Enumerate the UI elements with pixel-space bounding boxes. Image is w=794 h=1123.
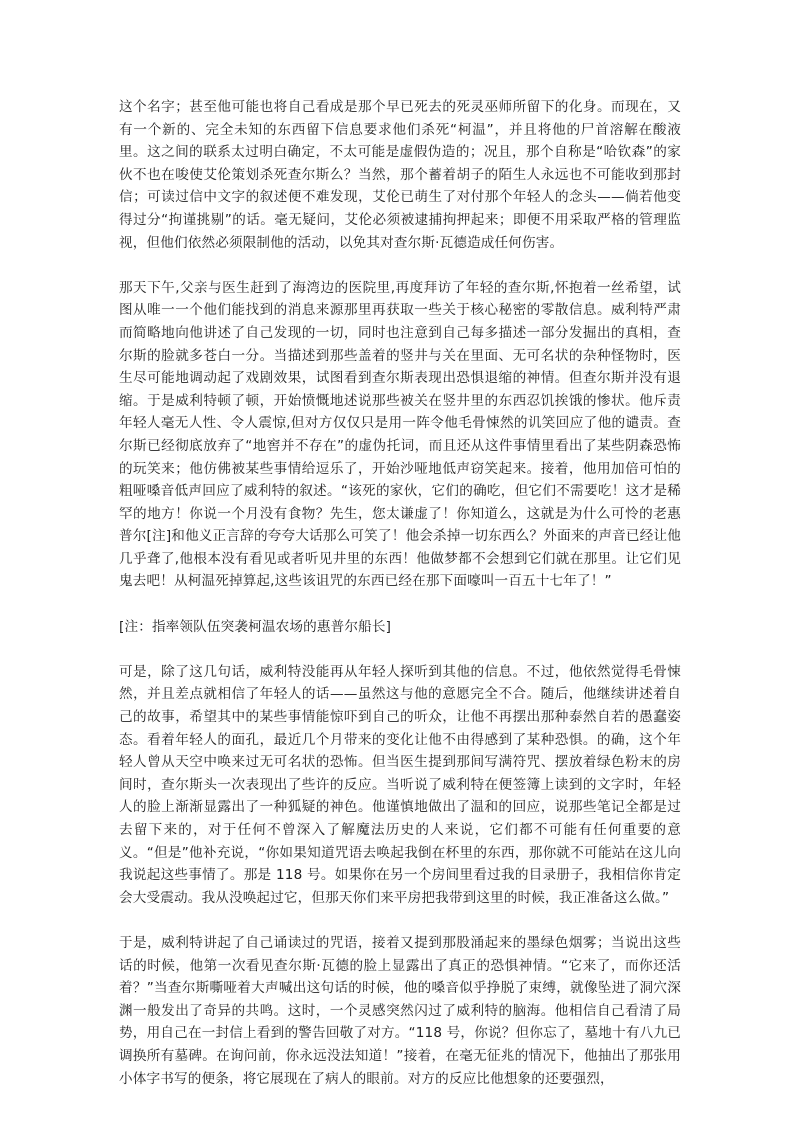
footnote-paragraph: [注：指率领队伍突袭柯温农场的惠普尔船长] [119,618,392,635]
document-page [119,96,681,1090]
paragraph-4: 于是，威利特讲起了自己诵读过的咒语，接着又提到那股涌起来的墨绿色烟雾；当说出这些话的时候，他第一次看见查尔斯·瓦德的脸上显露出了真正的恐惧神情。“它来了，而你还活着？”当查尔斯嘶哑着大声喊出这句话的时候，他的嗓音似乎挣脱了束缚，就像坠进了洞穴深渊一般发出了奇异的共鸣。这时，一个灵感突然闪过了威利特的脑海。他相信自己看清了局势，用自己在一封信上看到的警告回敬了对方。“118 号，你说？但你忘了，墓地十有八九已调换所有墓碑。在询问前，你永远没法知道！”接着，在毫无征兆的情况下，他抽出了那张用小体字书写的便条，将它展现在了病人的眼前。对方的反应比他想象的还要强烈， [119,934,681,1087]
paragraph-1: 这个名字；甚至他可能也将自己看成是那个早已死去的死灵巫师所留下的化身。而现在，又有一个新的、完全未知的东西留下信息要求他们杀死“柯温”，并且将他的尸首溶解在酸液里。这之间的联系太过明白确定，不太可能是虚假伪造的；况且，那个自称是“哈钦森”的家伙不也在唆使艾伦策划杀死查尔斯么？当然，那个蓄着胡子的陌生人永远也不可能收到那封信；可读过信中文字的叙述便不难发现，艾伦已萌生了对付那个年轻人的念头——倘若他变得过分“拘谨挑剔”的话。毫无疑问，艾伦必须被逮捕拘押起来；即便不用采取严格的管理监视，但他们依然必须限制他的活动，以免其对查尔斯·瓦德造成任何伤害。 [119,99,681,251]
paragraph-3: 可是，除了这几句话，威利特没能再从年轻人探听到其他的信息。不过，他依然觉得毛骨悚然，并且差点就相信了年轻人的话——虽然这与他的意愿完全不合。随后，他继续讲述着自己的故事，希望其中的某些事情能惊吓到自己的听众，让他不再摆出那种泰然自若的愚蠢姿态。看着年轻人的面孔，最近几个月带来的变化让他不由得感到了某种恐惧。的确，这个年轻人曾从天空中唤来过无可名状的恐怖。但当医生提到那间写满符咒、摆放着绿色粉末的房间时，查尔斯头一次表现出了些许的反应。当听说了威利特在便签簿上读到的文字时，年轻人的脸上渐渐显露出了一种狐疑的神色。他谨慎地做出了温和的回应，说那些笔记全都是过去留下来的，对于任何不曾深入了解魔法历史的人来说，它们都不可能有任何重要的意义。“但是”他补充说，“你如果知道咒语去唤起我倒在杯里的东西，那你就不可能站在这儿向我说起这些事情了。那是 118 号。如果你在另一个房间里看过我的目录册子，我相信你肯定会大受震动。我从没唤起过它，但那天你们来平房把我带到这里的时候，我正准备这么做。” [119,663,681,906]
paragraph-2: 那天下午,父亲与医生赶到了海湾边的医院里,再度拜访了年轻的查尔斯,怀抱着一丝希望，试图从唯一一个他们能找到的消息来源那里再获取一些关于核心秘密的零散信息。威利特严肃而简略地向他讲述了自己发现的一切，同时也注意到自己每多描述一部分发掘出的真相，查尔斯的脸就多苍白一分。当描述到那些盖着的竖井与关在里面、无可名状的杂种怪物时，医生尽可能地调动起了戏剧效果，试图看到查尔斯表现出恐惧退缩的神情。但查尔斯并没有退缩。于是威利特顿了顿，开始愤慨地述说那些被关在竖井里的东西忍饥挨饿的惨状。他斥责年轻人毫无人性、令人震惊,但对方仅仅只是用一阵令他毛骨悚然的讥笑回应了他的谴责。查尔斯已经彻底放弃了“地窖并不存在”的虚伪托词，而且还从这件事情里看出了某些阴森恐怖的玩笑来；他仿佛被某些事情给逗乐了，开始沙哑地低声窃笑起来。接着，他用加倍可怕的粗哑嗓音低声回应了威利特的叙述。“该死的家伙，它们的确吃，但它们不需要吃！这才是稀罕的地方！你说一个月没有食物？先生，您太谦虚了！你知道么，这就是为什么可怜的老惠普尔[注]和他义正言辞的夸夸大话那么可笑了！他会杀掉一切东西么？外面来的声音已经让他几乎聋了,他根本没有看见或者听见井里的东西！他做梦都不会想到它们就在那里。让它们见鬼去吧！从柯温死掉算起,这些该诅咒的东西已经在那下面嚎叫一百五十七年了！” [119,279,681,590]
